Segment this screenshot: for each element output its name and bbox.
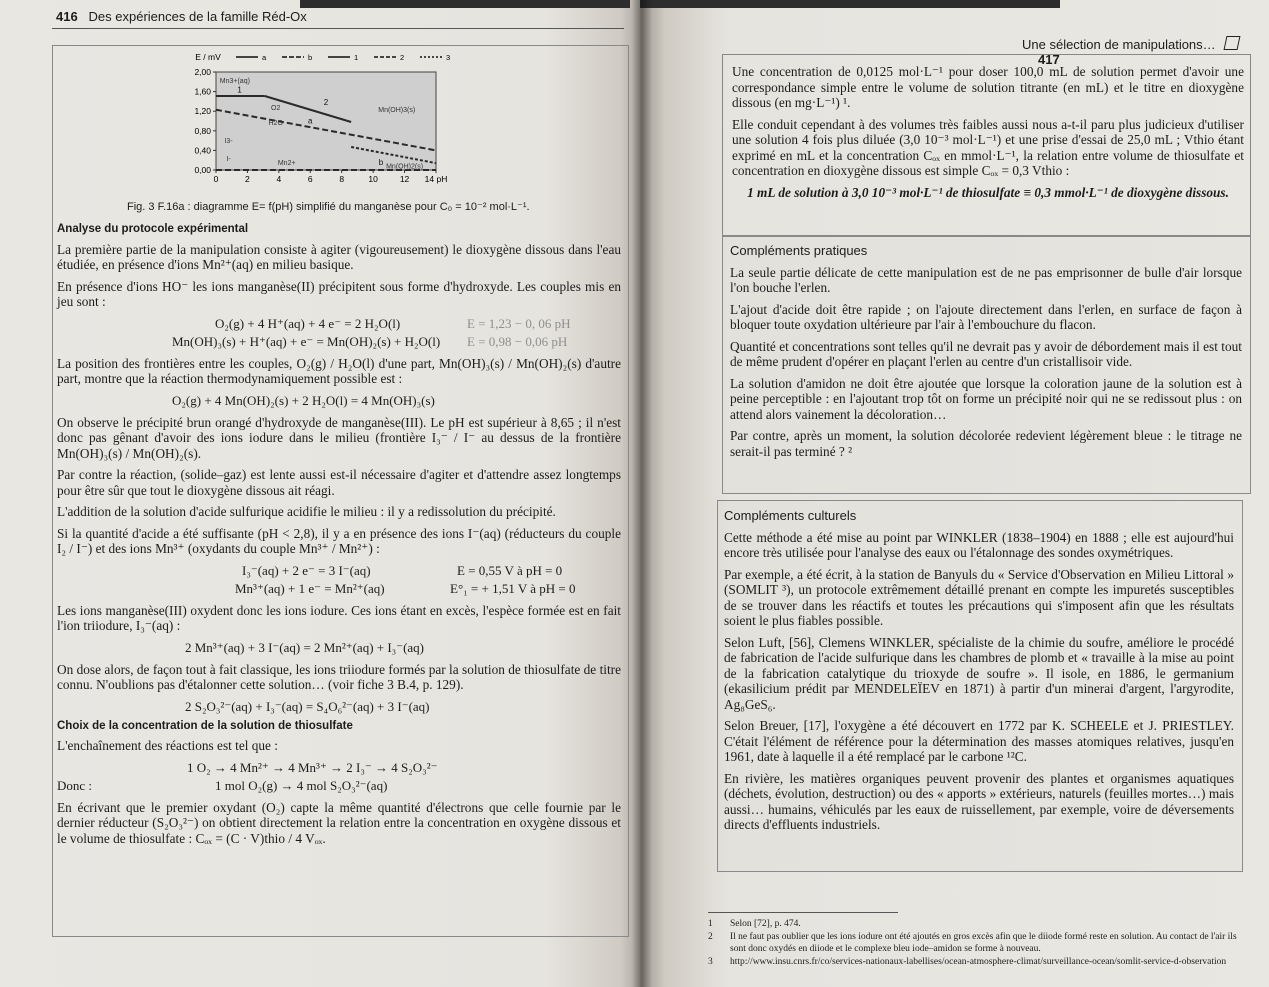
y-tick-label: 1,20 [194, 106, 211, 117]
top-edge-strip [300, 0, 630, 8]
region-label: O2 [271, 105, 281, 113]
region-label: Mn3+(aq) [219, 77, 250, 85]
y-tick-label: 2,00 [194, 67, 211, 77]
plot-area [216, 72, 436, 170]
footnote-rule [708, 912, 898, 913]
region-label: I3- [224, 138, 233, 146]
equation-potential: E°₁ = + 1,51 V à pH = 0 [450, 580, 576, 596]
section-title-analysis: Analyse du protocole expérimental [57, 223, 249, 235]
y-tick-label: 0,80 [194, 125, 211, 136]
equation: Mn(OH)₃(s) + H⁺(aq) + e⁻ = Mn(OH)₂(s) + H₂O(l) [172, 333, 441, 349]
equation-row [57, 581, 621, 599]
equation-potential: E = 1,23 − 0, 06 pH [467, 315, 571, 331]
paragraph: Selon Luft, [56], Clemens WINKLER, spécialiste de la chimie du soufre, améliore le procédé de fabrication de l'acide sulfurique dans les chambres de plomb et « travaille à la mise au point de la fabrication catalytique du trioxyde de soufre ». Il isole, en 1886, le germanium (ekasilicium prédit par MENDELEÏEV en 1871) à partir d'un minerai d'argent, l'argyrodite, Ag₈GeS₆. [724, 634, 1234, 712]
legend-label: 3 [446, 53, 451, 62]
footnote: Selon [72], p. 474. [730, 919, 801, 929]
equation-potential: E = 0,98 − 0,06 pH [467, 333, 568, 349]
practical-content [730, 243, 1242, 465]
paragraph: On dose alors, de façon tout à fait classique, les ions triiodure formés par la solution de thiosulfate de titre connu. N'oublions pas d'étalonner cette solution… (voir fiche 3 B.4, p. 129). [57, 661, 621, 692]
paragraph: Par contre la réaction, (solide–gaz) est lente aussi est-il nécessaire d'agiter et d'attendre assez longtemps pour être sûr que tout le dioxygène dissous ait réagi. [57, 467, 621, 498]
equation: 2 S₂O₃²⁻(aq) + I₃⁻(aq) = S₄O₆²⁻(aq) + 3 I⁻(aq) [185, 698, 430, 714]
x-tick-label: 6 [307, 174, 313, 184]
equation: I₃⁻(aq) + 2 e⁻ = 3 I⁻(aq) [242, 562, 371, 578]
equation-row [57, 334, 621, 352]
paragraph: L'enchaînement des réactions est tel que : [57, 738, 278, 753]
region-label: Mn(OH)2(s) [386, 163, 424, 171]
x-tick-label: 0 [213, 174, 219, 184]
region-label: Mn2+ [277, 160, 296, 168]
reaction-chain: 1 O₂ → 4 Mn²⁺ → 4 Mn³⁺ → 2 I₃⁻ → 4 S₂O₃²⁻ [187, 759, 438, 775]
section-title-thiosulfate: Choix de la concentration de la solution de thiosulfate [57, 719, 353, 732]
paragraph: Les ions manganèse(III) oxydent donc les ions iodure. Ces ions étant en excès, l'espèce formée est en fait l'ion triiodure, I₃⁻(aq) : [57, 602, 621, 633]
right-intro [732, 64, 1244, 206]
line-label: 1 [237, 85, 242, 95]
equivalence-statement: 1 mL de solution à 3,0 10⁻³ mol·L⁻¹ de thiosulfate ≡ 0,3 mmol·L⁻¹ de dioxygène dissous. [747, 184, 1229, 200]
donc-label: Donc : [57, 777, 93, 793]
equation-row [57, 563, 621, 581]
footnote: Il ne faut pas oublier que les ions iodure ont été ajoutés en gros excès afin que le diiode formé reste en solution. Au contact de l'air ils sont donc oxydés en diiode et le complexe bleu iode–amidon se forme à nouveau. [730, 932, 1237, 954]
paragraph: Selon Breuer, [17], l'oxygène a été découvert en 1772 par K. SCHEELE et J. PRIESTLEY. C'était l'élément de référence pour la détermination des masses atomiques relatives, jusqu'en 1961, date à laquelle il a été remplacé par le carbone ¹²C. [724, 718, 1234, 764]
y-axis-label: E / mV [195, 52, 221, 62]
y-tick-label: 0,40 [194, 145, 211, 156]
paragraph: Par exemple, a été écrit, à la station de Banyuls du « Service d'Observation en Milieu Littoral » (SOMLIT ³), un protocole extrêmement détaillé prenant en compte les impuretés susceptibles de se trouver dans les réactifs et toutes les précautions qui s'imposent afin que les résultats soient le plus fiables possible. [724, 566, 1234, 628]
x-tick-label: 4 [276, 174, 282, 184]
footnote-number: 2 [708, 932, 713, 942]
legend-label: a [262, 53, 267, 62]
paragraph: Si la quantité d'acide a été suffisante (pH < 2,8), il y a en présence des ions I⁻(aq) (réducteurs du couple I₂ / I⁻) et des ions Mn³⁺ (oxydants du couple Mn³⁺ / Mn²⁺) : [57, 525, 621, 556]
line-label: b [378, 158, 384, 168]
equation-potential: E = 0,55 V à pH = 0 [457, 562, 563, 578]
footnote-number: 3 [708, 957, 713, 967]
book-icon [1224, 36, 1241, 50]
right-running-title: Une sélection de manipulations… [1022, 37, 1216, 52]
left-running-title: Des expériences de la famille Réd-Ox [88, 9, 307, 24]
left-body [57, 220, 621, 852]
equation: 2 Mn³⁺(aq) + 3 I⁻(aq) = 2 Mn²⁺(aq) + I₃⁻(aq) [185, 639, 425, 655]
region-label: Mn(OH)3(s) [378, 107, 416, 115]
left-header-rule [52, 28, 624, 29]
x-tick-label: 14 pH [424, 174, 448, 184]
paragraph: On observe le précipité brun orangé d'hydroxyde de manganèse(III). Le pH est supérieur à 8,65 ; il n'est donc pas gênant d'avoir des ions iodure dans le milieu (frontière I₃⁻ / I⁻ au dessus de la frontière Mn(OH)₃(s) / Mn(OH)₂(s). [57, 414, 621, 461]
line-label: a [308, 116, 313, 126]
equation-row [57, 699, 621, 717]
y-tick-label: 0,00 [194, 165, 211, 175]
paragraph: Cette méthode a été mise au point par WINKLER (1838–1904) en 1888 ; elle est aujourd'hui encore très utilisée pour l'analyse des eaux ou l'étalonnage des sondes oxymétriques. [724, 529, 1234, 560]
legend-label: 2 [400, 53, 405, 62]
paragraph: Une concentration de 0,0125 mol·L⁻¹ pour doser 100,0 mL de solution permet d'avoir une correspondance simple entre le volume de solution titrante (en mL) et le titre en dioxygène dissous (en mg·L⁻¹) ¹. [732, 64, 1244, 110]
paragraph: L'ajout d'acide doit être rapide ; on l'ajoute directement dans l'erlen, en surface de façon à bloquer toute oxydation ultérieure par l'air à l'embouchure du flacon. [730, 301, 1242, 332]
x-tick-label: 2 [245, 174, 250, 184]
footnote-url: http://www.insu.cnrs.fr/co/services-nationaux-labellises/ocean-atmosphere-climat/surveillance-ocean/somlit-service-d-observation [730, 957, 1227, 967]
equation: Mn³⁺(aq) + 1 e⁻ = Mn²⁺(aq) [235, 580, 385, 596]
paragraph: L'addition de la solution d'acide sulfurique acidifie le milieu : il y a redissolution du précipité. [57, 504, 556, 519]
region-label: H2O [268, 119, 283, 127]
left-page-number: 416 [56, 9, 78, 24]
paragraph: En rivière, les matières organiques peuvent provenir des plantes et organismes aquatiques (déchets, évolution, destruction) ou des « apports » extérieurs, naturels (feuilles mortes…) mais aussi… humains, véhiculés par les eaux de ruissellement, par exemple, voire de déversements directs d'effluents industriels. [724, 770, 1234, 832]
paragraph: La seule partie délicate de cette manipulation est de ne pas emprisonner de bulle d'air lorsque l'on bouche l'erlen. [730, 264, 1242, 295]
paragraph: La solution d'amidon ne doit être ajoutée que lorsque la coloration jaune de la solution est à peine perceptible : en l'ajoutant trop tôt on forme un précipité noir qui ne se redissout plus : on attend alors vainement la décoloration… [730, 375, 1242, 422]
equation-row [57, 778, 621, 796]
equation-row [57, 393, 621, 411]
figure-caption: Fig. 3 F.16a : diagramme E= f(pH) simplifié du manganèse pour C₀ = 10⁻² mol·L⁻¹. [127, 201, 530, 213]
paragraph: La position des frontières entre les couples, O₂(g) / H₂O(l) d'une part, Mn(OH)₃(s) / Mn(OH)₂(s) d'autre part, montre que la réaction thermodynamiquement possible est : [57, 355, 621, 386]
equation: O₂(g) + 4 Mn(OH)₂(s) + 2 H₂O(l) = 4 Mn(OH)₃(s) [172, 392, 435, 408]
equation-row [57, 640, 621, 658]
top-edge-strip [640, 0, 1060, 8]
paragraph: En écrivant que le premier oxydant (O₂) capte la même quantité d'électrons que celle fournie par le dernier réducteur (S₂O₃²⁻) on obtient directement la relation entre la concentration en oxygène dissous et le volume de thiosulfate : Cₒₓ = (C · V)thio / 4 Vₒₓ. [57, 799, 621, 846]
y-tick-label: 1,60 [194, 86, 211, 97]
pourbaix-chart [180, 48, 480, 190]
line-label: 2 [323, 97, 329, 107]
cultural-content [724, 508, 1234, 839]
right-page-number: 417 [1038, 52, 1060, 67]
reaction-chain: 1 mol O₂(g) → 4 mol S₂O₃²⁻(aq) [215, 777, 388, 793]
legend-label: 1 [354, 53, 359, 62]
legend-label: b [308, 53, 313, 62]
footnote-number: 1 [708, 919, 713, 929]
right-page [640, 0, 1269, 987]
paragraph: Elle conduit cependant à des volumes très faibles aussi nous a-t-il paru plus judicieux d'utiliser une solution 4 fois plus diluée (3,0 10⁻³ mol·L⁻¹) et une prise d'essai de 25,0 mL ; Vthio étant exprimé en mL et la concentration Cₒₓ en mmol·L⁻¹, la relation entre volume de thiosulfate et concentration en dioxygène dissous est simple Cₒₓ = 0,3 Vthio : [732, 116, 1244, 178]
paragraph: Par contre, après un moment, la solution décolorée redevient légèrement bleue : le titrage ne serait-il pas terminé ? ² [730, 428, 1242, 459]
left-header [56, 9, 307, 24]
equation-row [57, 316, 621, 334]
x-tick-label: 12 [399, 174, 410, 184]
cultural-title: Compléments culturels [724, 508, 857, 523]
x-tick-label: 8 [339, 174, 345, 184]
book-spine [632, 0, 652, 987]
equation: O₂(g) + 4 H⁺(aq) + 4 e⁻ = 2 H₂O(l) [215, 315, 401, 331]
x-tick-label: 10 [368, 174, 378, 184]
equation-row [57, 760, 621, 778]
practical-title: Compléments pratiques [730, 243, 868, 258]
paragraph: Quantité et concentrations sont telles qu'il ne devrait pas y avoir de débordement mais il est tout de même prudent d'opérer en plaçant l'erlen au centre d'un cristallisoir vide. [730, 338, 1242, 369]
region-label: I- [226, 156, 231, 164]
paragraph: En présence d'ions HO⁻ les ions manganèse(II) précipitent sous forme d'hydroxyde. Les couples mis en jeu sont : [57, 278, 621, 309]
paragraph: La première partie de la manipulation consiste à agiter (vigoureusement) le dioxygène dissous dans l'eau étudiée, en présence d'ions Mn²⁺(aq) en milieu basique. [57, 241, 621, 272]
